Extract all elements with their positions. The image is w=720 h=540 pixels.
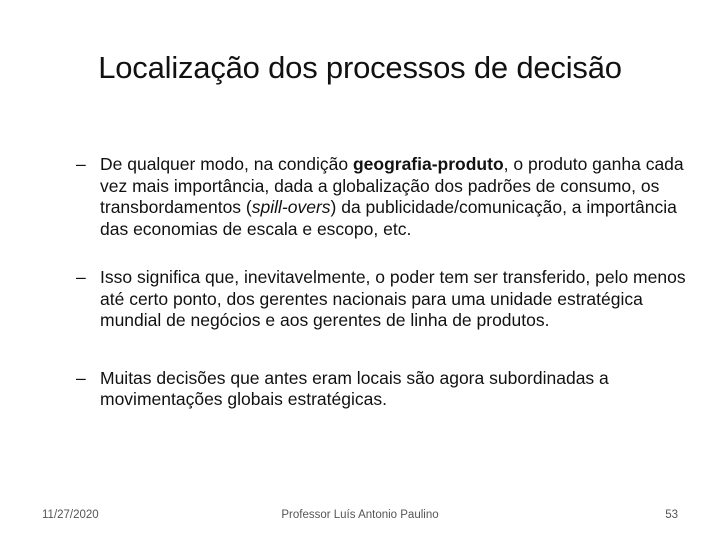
bullet-item <box>76 267 686 332</box>
bullet-marker: – <box>76 367 86 388</box>
bullet-text: Muitas decisões que antes eram locais são agora subordinadas a movimentações globais estratégicas. <box>100 367 609 409</box>
bullet-text-part: ) da publicidade/comunicação, a importância das economias de escala e escopo, etc. <box>100 197 677 239</box>
bullet-text-italic: spill-overs <box>251 197 331 217</box>
footer-author: Professor Luís Antonio Paulino <box>281 509 439 521</box>
bullet-list <box>76 150 686 411</box>
bullet-item <box>76 154 686 240</box>
bullet-text: Isso significa que, inevitavelmente, o poder tem ser transferido, pelo menos até certo ponto, dos gerentes nacionais para uma unidade estratégica mundial de negócios e aos gerentes de linha de produtos. <box>100 267 686 330</box>
footer-date: 11/27/2020 <box>42 509 99 521</box>
bullet-text-part: De qualquer modo, na condição <box>100 154 353 174</box>
slide-title: Localização dos processos de decisão <box>98 50 622 85</box>
bullet-text-bold: geografia-produto <box>352 154 504 174</box>
footer-page-number: 53 <box>665 509 678 521</box>
bullet-text-part: , o produto ganha cada vez mais importância, dada a globalização dos padrões de consumo, os transbordamentos ( <box>100 154 684 217</box>
bullet-item <box>76 368 686 411</box>
bullet-marker: – <box>76 267 86 287</box>
bullet-marker: – <box>76 154 86 174</box>
